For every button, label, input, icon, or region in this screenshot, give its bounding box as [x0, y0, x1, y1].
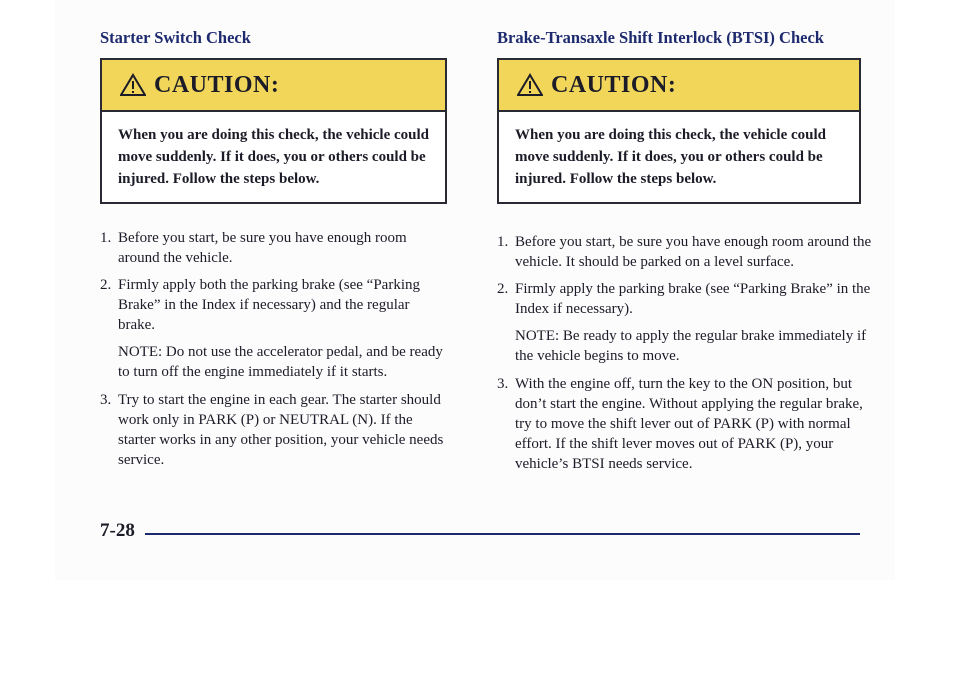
list-item — [100, 390, 445, 470]
list-item — [497, 374, 872, 474]
steps-list — [100, 228, 445, 470]
step-number: 1. — [100, 230, 112, 246]
caution-header — [102, 60, 445, 112]
section-title: Brake-Transaxle Shift Interlock (BTSI) Check — [497, 28, 824, 47]
step-text: Try to start the engine in each gear. The starter should work only in PARK (P) or NEUTRAL (N). If the starter works in any other position, your vehicle needs service. — [118, 392, 444, 468]
step-number: 1. — [497, 234, 509, 250]
caution-text: When you are doing this check, the vehicle could move suddenly. If it does, you or others could be injured. Follow the steps below. — [118, 127, 429, 187]
warning-triangle-icon — [120, 73, 146, 97]
list-item — [497, 232, 872, 272]
step-number: 3. — [100, 392, 112, 408]
list-item — [100, 275, 445, 335]
step-text: With the engine off, turn the key to the ON position, but don’t start the engine. Without applying the regular brake, try to move the shift lever out of PARK (P) with normal effort. If the shift lever moves out of PARK (P), your vehicle’s BTSI needs service. — [515, 376, 863, 472]
btsi-check-section — [497, 28, 892, 481]
caution-label: CAUTION: — [154, 71, 280, 98]
caution-text: When you are doing this check, the vehicle could move suddenly. If it does, you or others could be injured. Follow the steps below. — [515, 127, 826, 187]
footer-rule — [145, 533, 860, 535]
step-number: 2. — [497, 281, 509, 297]
step-number: 2. — [100, 277, 112, 293]
caution-box — [100, 58, 447, 204]
caution-label: CAUTION: — [551, 71, 677, 98]
starter-switch-section — [100, 28, 495, 477]
steps-list — [497, 232, 872, 474]
step-note: NOTE: Do not use the accelerator pedal, and be ready to turn off the engine immediately if it starts. — [118, 344, 443, 380]
caution-header — [499, 60, 859, 112]
list-item — [497, 279, 872, 319]
step-text: Firmly apply the parking brake (see “Parking Brake” in the Index if necessary). — [515, 281, 871, 317]
warning-triangle-icon — [517, 73, 543, 97]
step-text: Before you start, be sure you have enough room around the vehicle. — [118, 230, 407, 266]
step-text: Firmly apply both the parking brake (see “Parking Brake” in the Index if necessary) and the regular brake. — [118, 277, 421, 333]
section-title: Starter Switch Check — [100, 28, 251, 47]
list-item — [100, 228, 445, 268]
step-text: Before you start, be sure you have enough room around the vehicle. It should be parked on a level surface. — [515, 234, 872, 270]
step-note: NOTE: Be ready to apply the regular brake immediately if the vehicle begins to move. — [515, 328, 867, 364]
step-number: 3. — [497, 376, 509, 392]
page-number: 7-28 — [100, 520, 135, 541]
caution-box — [497, 58, 861, 204]
